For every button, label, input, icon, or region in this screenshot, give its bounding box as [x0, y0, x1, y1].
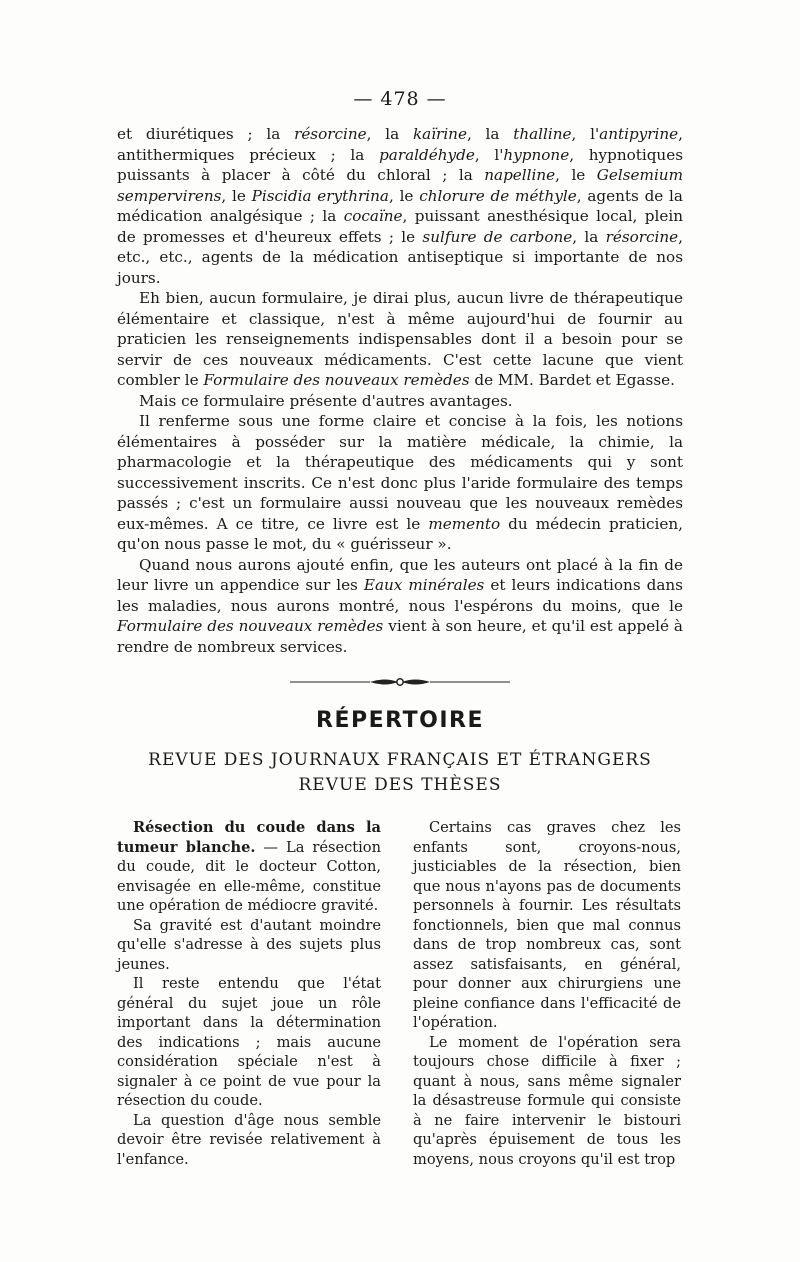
intro-paragraph-2: Eh bien, aucun formulaire, je dirai plus, aucun livre de thérapeutique élémentaire et classique, n'est à même aujourd'hui de fournir au praticien les renseignements indispensables dont il a besoin pour se servir de ces nouveaux médicaments. C'est cette lacune que vient combler le Formulaire des nouveaux remèdes de MM. Bardet et Egasse.	[117, 289, 683, 389]
left-paragraph-1: Résection du coude dans la tumeur blanche. — La résection du coude, dit le docteur Cotton, envisagée en elle-même, constitue une opération de médiocre gravité.	[117, 819, 381, 914]
right-paragraph-1: Certains cas graves chez les enfants sont, croyons-nous, justiciables de la résection, bien que nous n'ayons pas de documents personnels à fournir. Les résultats fonctionnels, bien que mal connus dans de trop nombreux cas, sont assez satisfaisants, en général, pour donner aux chirurgiens une pleine confiance dans l'efficacité de l'opération.	[413, 819, 681, 1031]
left-paragraph-3: Il reste entendu que l'état général du sujet joue un rôle important dans la détermination des indications ; mais aucune considération spéciale n'est à signaler à ce point de vue pour la résection du coude.	[117, 975, 381, 1109]
left-column	[117, 818, 381, 1169]
section-title: RÉPERTOIRE	[316, 708, 484, 733]
right-column	[413, 818, 681, 1169]
left-paragraph-2: Sa gravité est d'autant moindre qu'elle s'adresse à des sujets plus jeunes.	[117, 916, 381, 973]
intro-text	[117, 124, 683, 657]
article-heading: Résection du coude dans la tumeur blanche.	[117, 819, 381, 856]
left-paragraph-4: La question d'âge nous semble devoir être revisée relativement à l'enfance.	[117, 1111, 381, 1168]
intro-paragraph-3: Mais ce formulaire présente d'autres avantages.	[139, 391, 513, 410]
section-subtitle-theses: REVUE DES THÈSES	[298, 775, 502, 795]
right-paragraph-2: Le moment de l'opération sera toujours chose difficile à fixer ; quant à nous, sans même signaler la désastreuse formule qui consiste à ne faire intervenir le bistouri qu'après épuisement de tous les moyens, nous croyons qu'il est trop	[413, 1033, 681, 1168]
page-number: — 478 —	[353, 88, 447, 110]
intro-paragraph-5: Quand nous aurons ajouté enfin, que les auteurs ont placé à la fin de leur livre un appendice sur les Eaux minérales et leurs indications dans les maladies, nous aurons montré, nous l'espérons du moins, que le Formulaire des nouveaux remèdes vient à son heure, et qu'il est appelé à rendre de nombreux services.	[117, 555, 683, 656]
section-subtitle-journals: REVUE DES JOURNAUX FRANÇAIS ET ÉTRANGERS	[148, 750, 652, 770]
ornament-divider	[290, 676, 510, 688]
intro-paragraph-4: Il renferme sous une forme claire et concise à la fois, les notions élémentaires à posséder sur la matière médicale, la chimie, la pharmacologie et la thérapeutique des médicaments qui y sont successivement inscrits. Ce n'est donc plus l'aride formulaire des temps passés ; c'est un formulaire aussi nouveau que les nouveaux remèdes eux-mêmes. A ce titre, ce livre est le memento du médecin praticien, qu'on nous passe le mot, du « guérisseur ».	[117, 412, 683, 553]
intro-paragraph-1: et diurétiques ; la résorcine, la kaïrine, la thalline, l'antipyrine, antithermiques précieux ; la paraldéhyde, l'hypnone, hypnotiques puissants à placer à côté du chloral ; la napelline, le Gelsemium sempervirens, le Piscidia erythrina, le chlorure de méthyle, agents de la médication analgésique ; la cocaïne, puissant anesthésique local, plein de promesses et d'heureux effets ; le sulfure de carbone, la résorcine, etc., etc., agents de la médication antiseptique si importante de nos jours.	[117, 125, 683, 287]
